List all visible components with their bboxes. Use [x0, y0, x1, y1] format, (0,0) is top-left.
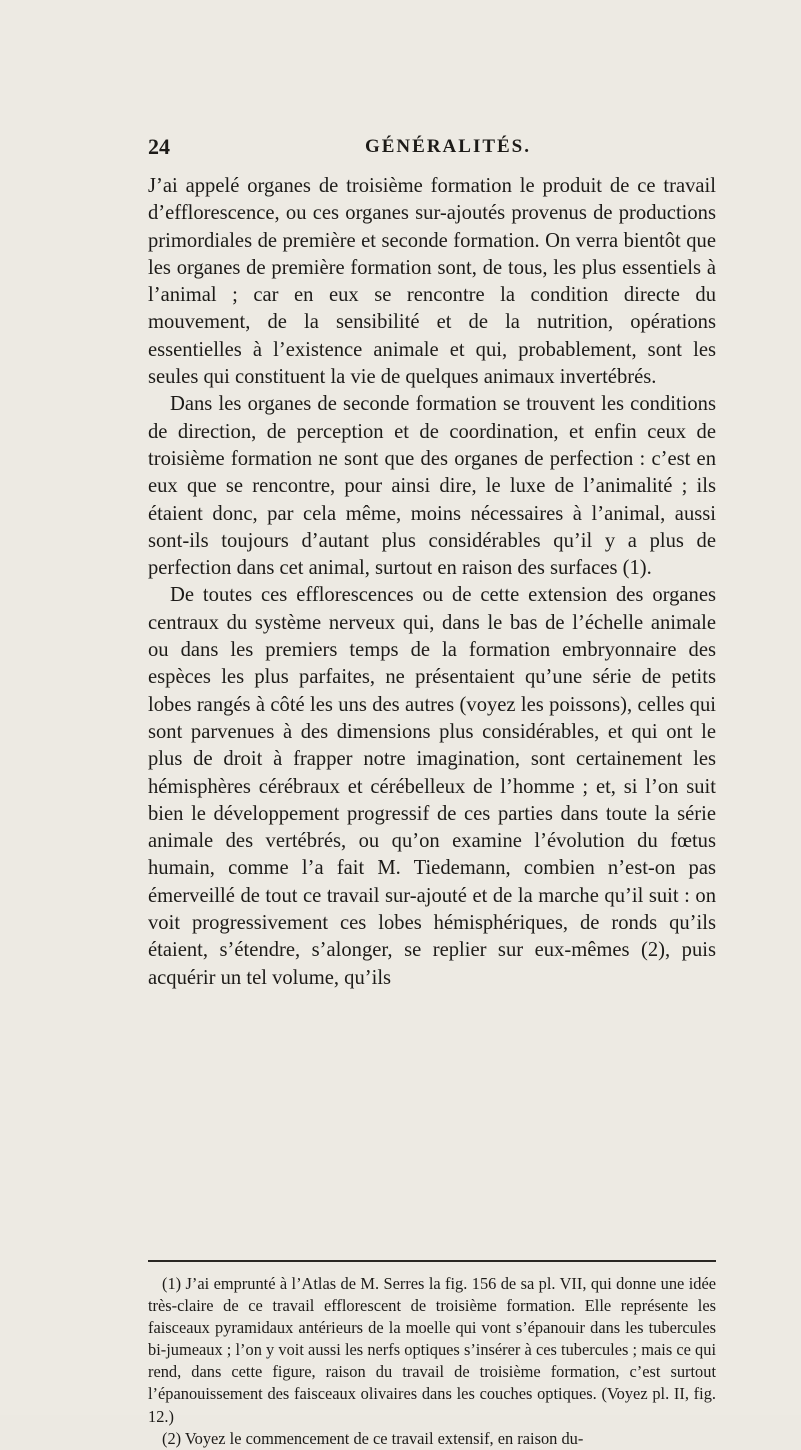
paragraph: De toutes ces efflorescences ou de cette extension des organes centraux du système nerveux qui, dans le bas de l’échelle animale ou dans les premiers temps de la formation embryonnaire des espèces les plus parfaites, ne présentaient qu’une série de petits lobes rangés à côté les uns des autres (voyez les poissons), celles qui sont parvenues à des dimensions plus considérables, et qui ont le plus de droit à frapper notre imagination, sont certainement les hémisphères cérébraux et cérébelleux de l’homme ; et, si l’on suit bien le développement progressif de ces parties dans toute la série animale des vertébrés, ou qu’on examine l’évolution du fœtus humain, comme l’a fait M. Tiedemann, combien n’est-on pas émerveillé de tout ce travail sur-ajouté et de la marche qu’il suit : on voit progressivement ces lobes hémisphériques, de ronds qu’ils étaient, s’étendre, s’alonger, se replier sur eux-mêmes (2), puis acquérir un tel volume, qu’ils	[148, 584, 716, 989]
page-number: 24	[148, 134, 170, 159]
footnotes	[148, 1273, 716, 1450]
running-title: GÉNÉRALITÉS.	[364, 136, 532, 157]
footnote: (1) J’ai emprunté à l’Atlas de M. Serres la fig. 156 de sa pl. VII, qui donne une idée très-claire de ce travail efflorescent de troisième formation. Elle représente les faisceaux pyramidaux antérieurs de la moelle qui vont s’épanouir dans les tubercules bi-jumeaux ; l’on y voit aussi les nerfs optiques s’insérer à ces tubercules ; mais ce qui rend, dans cette figure, raison du travail de troisième formation, c’est surtout l’épanouissement des faisceaux olivaires dans les couches optiques. (Voyez pl. II, fig. 12.)	[148, 1274, 716, 1426]
page-header	[148, 134, 708, 164]
main-text	[148, 173, 716, 992]
footnote: (2) Voyez le commencement de ce travail extensif, en raison du-	[162, 1428, 584, 1448]
paragraph: J’ai appelé organes de troisième formation le produit de ce travail d’efflorescence, ou ces organes sur-ajoutés provenus de productions primordiales de première et seconde formation. On verra bientôt que les organes de première formation sont, de tous, les plus essentiels à l’animal ; car en eux se rencontre la condition directe du mouvement, de la sensibilité et de la nutrition, opérations essentielles à l’existence animale et qui, probablement, sont les seules qui constituent la vie de quelques animaux invertébrés.	[148, 175, 716, 389]
footnote-separator	[148, 1260, 716, 1262]
paragraph: Dans les organes de seconde formation se trouvent les conditions de direction, de perception et de coordination, et enfin ceux de troisième formation ne sont que des organes de perfection : c’est en eux que se rencontre, pour ainsi dire, le luxe de l’animalité ; ils étaient donc, par cela même, moins nécessaires à l’animal, aussi sont-ils toujours d’autant plus considérables qu’il y a plus de perfection dans cet animal, surtout en raison des surfaces (1).	[148, 393, 716, 580]
